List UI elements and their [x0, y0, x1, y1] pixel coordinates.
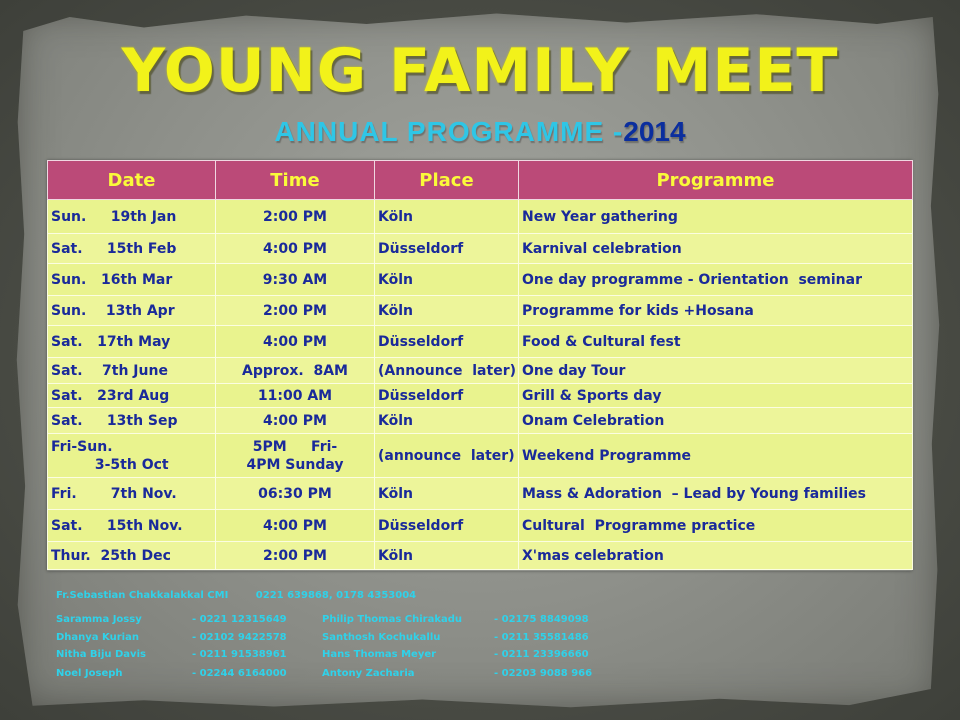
cell-date: Sat. 15th Feb	[48, 234, 216, 264]
subtitle-text: ANNUAL PROGRAMME -	[274, 116, 624, 147]
table-row	[48, 264, 913, 296]
footer-contact-primary	[56, 590, 440, 601]
cell-place: Köln	[375, 200, 519, 234]
contact-name: Saramma Jossy	[56, 614, 142, 625]
cell-programme: Karnival celebration	[519, 234, 913, 264]
table-row	[48, 434, 913, 478]
cell-place: (announce later)	[375, 434, 519, 478]
cell-programme: Grill & Sports day	[519, 384, 913, 408]
cell-programme: X'mas celebration	[519, 542, 913, 570]
table-row	[48, 408, 913, 434]
cell-time: 11:00 AM	[216, 384, 375, 408]
cell-date: Fri. 7th Nov.	[48, 478, 216, 510]
cell-date: Sat. 17th May	[48, 326, 216, 358]
cell-date: Sun. 16th Mar	[48, 264, 216, 296]
header-place: Place	[375, 161, 519, 200]
contact-name: Noel Joseph	[56, 668, 123, 679]
cell-time: 2:00 PM	[216, 200, 375, 234]
contact-name: Dhanya Kurian	[56, 632, 139, 643]
cell-programme: Programme for kids +Hosana	[519, 296, 913, 326]
cell-programme: One day Tour	[519, 358, 913, 384]
cell-time: 2:00 PM	[216, 296, 375, 326]
contact-phone: - 0221 12315649	[192, 614, 287, 625]
table-row	[48, 234, 913, 264]
programme-table	[47, 160, 912, 571]
contact-phone: - 0211 35581486	[494, 632, 589, 643]
contact-name: Antony Zacharia	[322, 668, 415, 679]
cell-programme: Food & Cultural fest	[519, 326, 913, 358]
header-date: Date	[48, 161, 216, 200]
cell-place: Köln	[375, 296, 519, 326]
page-subtitle	[0, 116, 960, 148]
cell-place: Köln	[375, 408, 519, 434]
cell-place: (Announce later)	[375, 358, 519, 384]
table-row	[48, 478, 913, 510]
cell-time: 4:00 PM	[216, 408, 375, 434]
cell-place: Köln	[375, 542, 519, 570]
contact-phone: - 02102 9422578	[192, 632, 287, 643]
cell-time: 9:30 AM	[216, 264, 375, 296]
cell-place: Köln	[375, 478, 519, 510]
cell-date: Sat. 13th Sep	[48, 408, 216, 434]
contact-name: Philip Thomas Chirakadu	[322, 614, 463, 625]
contact-phone: - 0211 23396660	[494, 649, 589, 660]
cell-place: Köln	[375, 264, 519, 296]
cell-date: Fri-Sun. 3-5th Oct	[48, 434, 216, 478]
cell-place: Düsseldorf	[375, 234, 519, 264]
cell-date: Sun. 19th Jan	[48, 200, 216, 234]
schedule-table	[47, 160, 913, 570]
cell-programme: New Year gathering	[519, 200, 913, 234]
cell-place: Düsseldorf	[375, 384, 519, 408]
footer-primary-name: Fr.Sebastian Chakkalakkal CMI	[56, 590, 229, 601]
contact-name: Santhosh Kochukallu	[322, 632, 441, 643]
table-row	[48, 358, 913, 384]
subtitle-year: 2014	[623, 116, 686, 147]
cell-programme: One day programme - Orientation seminar	[519, 264, 913, 296]
cell-programme: Weekend Programme	[519, 434, 913, 478]
table-header-row	[48, 161, 913, 200]
cell-programme: Mass & Adoration – Lead by Young families	[519, 478, 913, 510]
header-programme: Programme	[519, 161, 913, 200]
header-time: Time	[216, 161, 375, 200]
cell-time: 4:00 PM	[216, 510, 375, 542]
cell-place: Düsseldorf	[375, 510, 519, 542]
table-row	[48, 326, 913, 358]
contact-phone: - 0211 91538961	[192, 649, 287, 660]
cell-date: Sat. 15th Nov.	[48, 510, 216, 542]
cell-date: Thur. 25th Dec	[48, 542, 216, 570]
cell-date: Sat. 23rd Aug	[48, 384, 216, 408]
contact-name: Nitha Biju Davis	[56, 649, 146, 660]
cell-time: 2:00 PM	[216, 542, 375, 570]
page-title: YOUNG FAMILY MEET	[121, 36, 839, 106]
cell-time: 4:00 PM	[216, 234, 375, 264]
contact-phone: - 02203 9088 966	[494, 668, 593, 679]
footer-primary-phone: 0221 639868, 0178 4353004	[255, 590, 417, 601]
contact-phone: - 02175 8849098	[494, 614, 589, 625]
table-row	[48, 384, 913, 408]
table-row	[48, 296, 913, 326]
cell-date: Sun. 13th Apr	[48, 296, 216, 326]
cell-place: Düsseldorf	[375, 326, 519, 358]
table-row	[48, 542, 913, 570]
contact-phone: - 02244 6164000	[192, 668, 287, 679]
cell-time: 06:30 PM	[216, 478, 375, 510]
cell-time: 4:00 PM	[216, 326, 375, 358]
contact-name: Hans Thomas Meyer	[322, 649, 437, 660]
cell-programme: Cultural Programme practice	[519, 510, 913, 542]
cell-programme: Onam Celebration	[519, 408, 913, 434]
cell-date: Sat. 7th June	[48, 358, 216, 384]
table-row	[48, 510, 913, 542]
cell-time: Approx. 8AM	[216, 358, 375, 384]
cell-time: 5PM Fri- 4PM Sunday	[216, 434, 375, 478]
table-row	[48, 200, 913, 234]
